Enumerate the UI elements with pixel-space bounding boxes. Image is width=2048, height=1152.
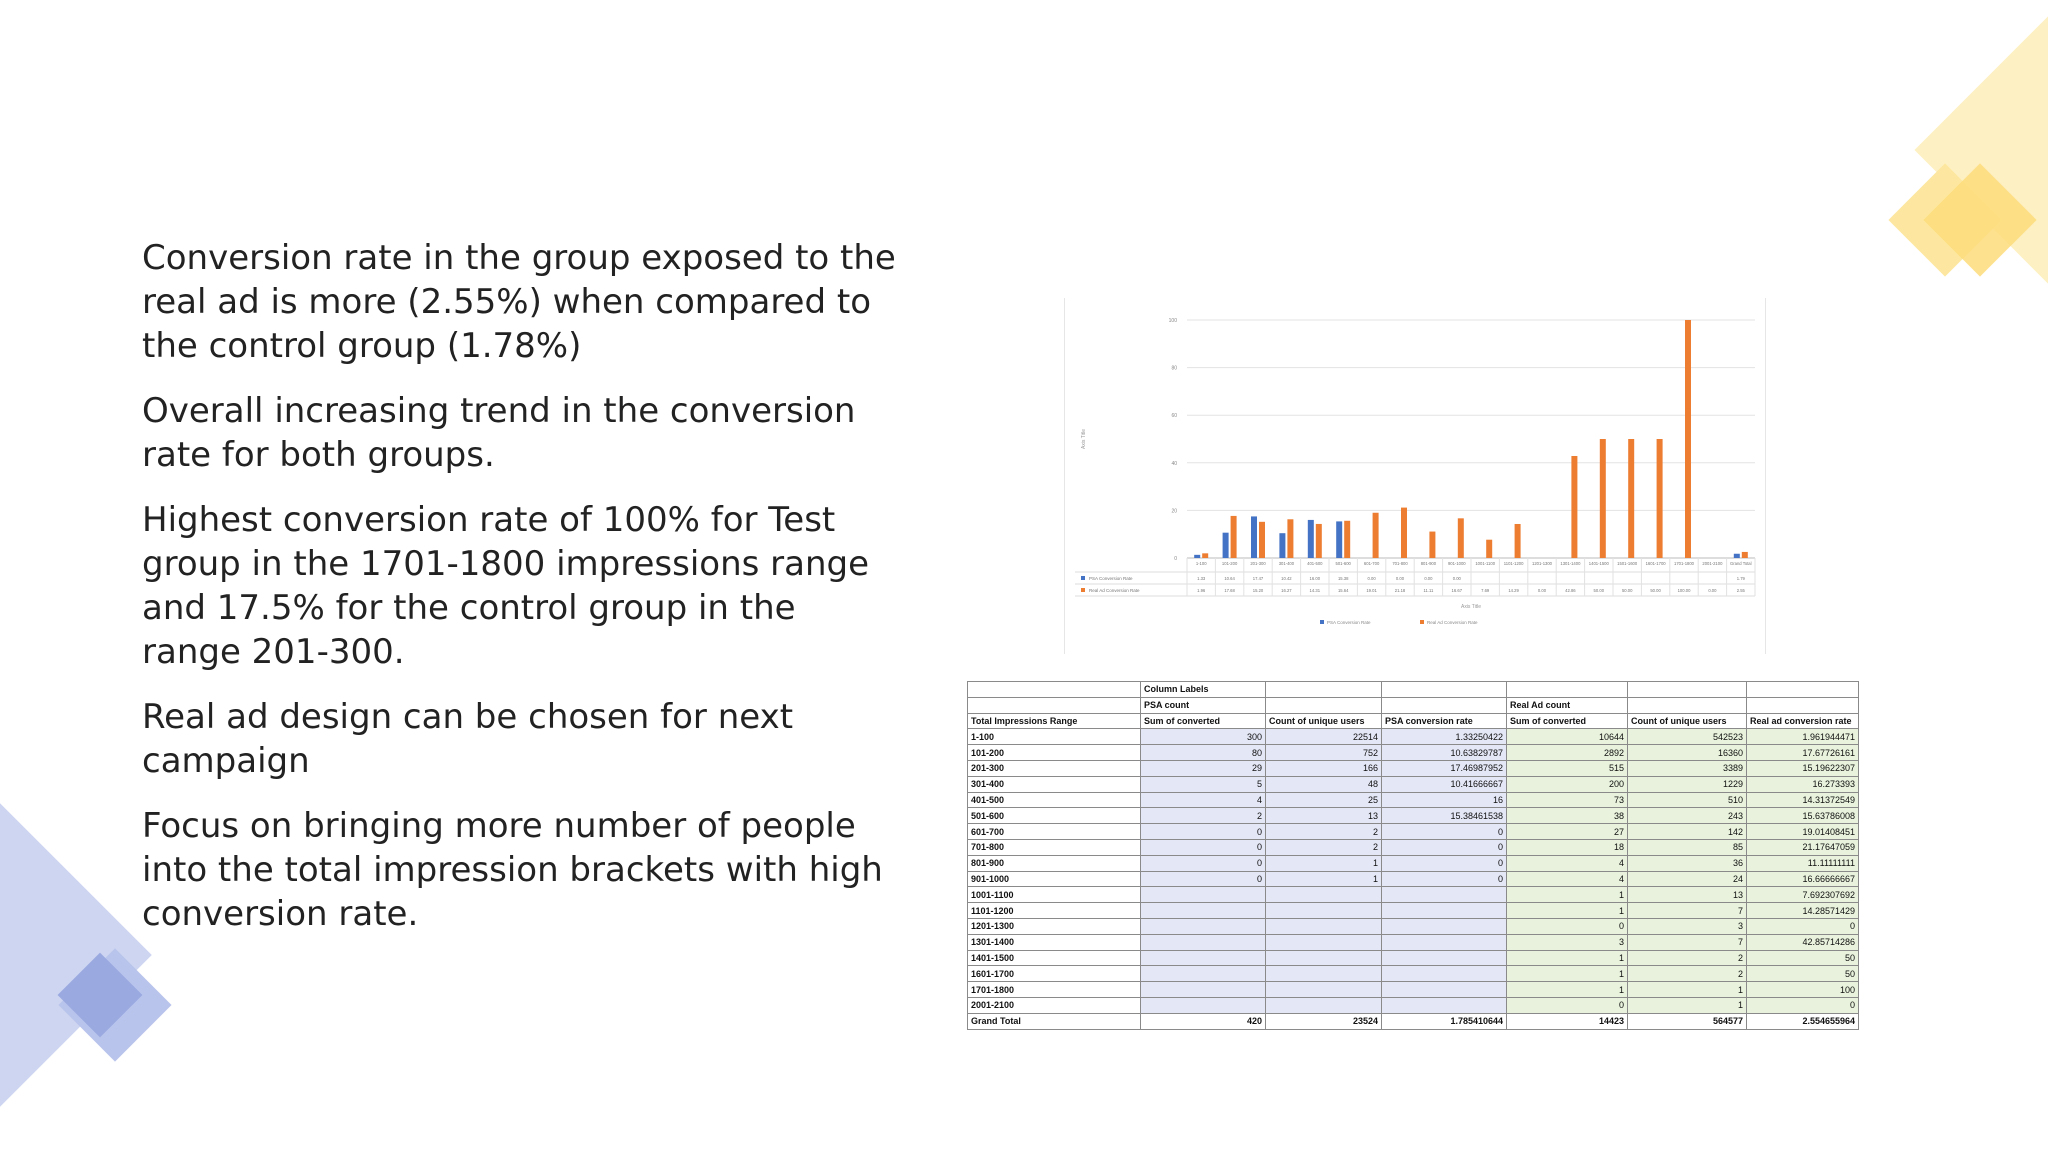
- bar-real: [1742, 552, 1748, 558]
- x-tick-label: 101-200: [1221, 561, 1238, 566]
- x-tick-label: 701-800: [1392, 561, 1408, 566]
- x-tick-label: 801-900: [1420, 561, 1437, 566]
- table-cell: [1141, 887, 1266, 903]
- legend-swatch: [1420, 620, 1424, 624]
- table-cell: 3389: [1628, 760, 1747, 776]
- bar-psa: [1223, 533, 1229, 558]
- table-cell: Grand Total: [968, 1013, 1141, 1029]
- x-tick-label: 2001-2100: [1702, 561, 1723, 566]
- table-cell: [1747, 697, 1859, 713]
- conversion-rate-chart: [1064, 298, 1766, 654]
- table-cell: [1141, 966, 1266, 982]
- table-cell: 11.11111111: [1747, 855, 1859, 871]
- table-cell: 1: [1507, 887, 1628, 903]
- table-cell: [1382, 887, 1507, 903]
- table-row: [968, 997, 1859, 1013]
- data-label: 50.00: [1650, 588, 1661, 593]
- table-cell: 0: [1382, 871, 1507, 887]
- table-cell: [1141, 950, 1266, 966]
- series-key: [1081, 588, 1085, 592]
- table-cell: [1266, 697, 1382, 713]
- table-cell: [1266, 887, 1382, 903]
- table-cell: 1.33250422: [1382, 729, 1507, 745]
- table-cell: 80: [1141, 745, 1266, 761]
- data-label: 14.31: [1309, 588, 1321, 593]
- data-label: 19.01: [1366, 588, 1377, 593]
- table-total-row: [968, 1013, 1859, 1029]
- data-label: 1.33: [1197, 576, 1206, 581]
- table-cell: 420: [1141, 1013, 1266, 1029]
- table-cell: Real ad conversion rate: [1747, 713, 1859, 729]
- bar-real: [1657, 439, 1663, 558]
- table-cell: 1-100: [968, 729, 1141, 745]
- data-label: 1.79: [1736, 576, 1745, 581]
- bar-psa: [1194, 555, 1200, 558]
- table-cell: 0: [1382, 839, 1507, 855]
- bar-real: [1429, 532, 1435, 558]
- bullet-item: Focus on bringing more number of people into the total impression brackets with high conversion rate.: [142, 806, 883, 934]
- data-label: 0.00: [1452, 576, 1461, 581]
- table-cell: 36: [1628, 855, 1747, 871]
- data-label: 15.38: [1337, 576, 1349, 581]
- table-cell: 15.19622307: [1747, 760, 1859, 776]
- table-cell: 2: [1266, 824, 1382, 840]
- table-cell: 166: [1266, 760, 1382, 776]
- table-cell: 22514: [1266, 729, 1382, 745]
- data-label: 15.64: [1337, 588, 1349, 593]
- table-cell: 0: [1507, 997, 1628, 1013]
- table-cell: 1: [1628, 982, 1747, 998]
- bar-real: [1373, 513, 1379, 558]
- table-cell: 3: [1507, 934, 1628, 950]
- table-cell: 5: [1141, 776, 1266, 792]
- table-row: [968, 839, 1859, 855]
- x-tick-label: 1401-1500: [1588, 561, 1609, 566]
- x-tick-label: 401-500: [1307, 561, 1323, 566]
- table-cell: [1141, 982, 1266, 998]
- table-cell: 10644: [1507, 729, 1628, 745]
- x-tick-label: 1501-1600: [1617, 561, 1638, 566]
- data-label: 16.27: [1281, 588, 1292, 593]
- table-row: [968, 918, 1859, 934]
- bar-psa: [1308, 520, 1314, 558]
- table-cell: 0: [1141, 855, 1266, 871]
- table-row: [968, 855, 1859, 871]
- table-cell: [1266, 997, 1382, 1013]
- table-row: [968, 776, 1859, 792]
- pivot-table-container: [967, 681, 1859, 1030]
- table-cell: [1382, 982, 1507, 998]
- table-cell: 50: [1747, 966, 1859, 982]
- table-cell: [1382, 903, 1507, 919]
- table-header-row: [968, 713, 1859, 729]
- table-cell: Count of unique users: [1266, 713, 1382, 729]
- table-cell: 14.28571429: [1747, 903, 1859, 919]
- table-cell: 17.46987952: [1382, 760, 1507, 776]
- table-cell: [1382, 697, 1507, 713]
- table-row: [968, 966, 1859, 982]
- bar-real: [1316, 524, 1322, 558]
- data-label: 100.00: [1677, 588, 1691, 593]
- table-cell: [1747, 682, 1859, 698]
- table-cell: 101-200: [968, 745, 1141, 761]
- bullet-item: Overall increasing trend in the conversion rate for both groups.: [142, 391, 856, 475]
- data-label: 0.00: [1708, 588, 1717, 593]
- table-cell: 0: [1507, 918, 1628, 934]
- x-tick-label: 301-400: [1278, 561, 1295, 566]
- table-cell: [1382, 918, 1507, 934]
- table-row: [968, 745, 1859, 761]
- table-cell: 1229: [1628, 776, 1747, 792]
- table-cell: 15.38461538: [1382, 808, 1507, 824]
- bar-psa: [1279, 533, 1285, 558]
- table-row: [968, 887, 1859, 903]
- table-cell: 2: [1266, 839, 1382, 855]
- x-tick-label: 601-700: [1363, 561, 1380, 566]
- table-cell: 27: [1507, 824, 1628, 840]
- table-cell: 2001-2100: [968, 997, 1141, 1013]
- y-tick-label: 0: [1174, 556, 1177, 562]
- table-cell: 85: [1628, 839, 1747, 855]
- x-tick-label: 1001-1100: [1475, 561, 1496, 566]
- table-cell: [1266, 918, 1382, 934]
- table-cell: 1001-1100: [968, 887, 1141, 903]
- table-row: [968, 760, 1859, 776]
- table-cell: [1266, 903, 1382, 919]
- table-cell: 1.785410644: [1382, 1013, 1507, 1029]
- data-label: 11.11: [1423, 588, 1434, 593]
- chart-svg: [1065, 298, 1765, 654]
- table-cell: 23524: [1266, 1013, 1382, 1029]
- table-cell: 0: [1382, 855, 1507, 871]
- table-cell: Sum of converted: [1507, 713, 1628, 729]
- table-cell: 14.31372549: [1747, 792, 1859, 808]
- x-tick-label: 1601-1700: [1645, 561, 1666, 566]
- table-cell: 501-600: [968, 808, 1141, 824]
- table-cell: 515: [1507, 760, 1628, 776]
- table-header-row: [968, 682, 1859, 698]
- table-cell: 752: [1266, 745, 1382, 761]
- bar-real: [1685, 320, 1691, 558]
- legend-label: Real Ad Conversion Rate: [1427, 620, 1478, 625]
- data-label: 0.00: [1424, 576, 1433, 581]
- data-label: 0.00: [1537, 588, 1547, 593]
- table-cell: 3: [1628, 918, 1747, 934]
- table-cell: 510: [1628, 792, 1747, 808]
- table-row: [968, 824, 1859, 840]
- table-cell: [1628, 697, 1747, 713]
- data-label: 15.20: [1252, 588, 1264, 593]
- table-cell: [1141, 918, 1266, 934]
- table-cell: 1: [1507, 982, 1628, 998]
- table-cell: [1141, 903, 1266, 919]
- table-cell: 7.692307692: [1747, 887, 1859, 903]
- table-row: [968, 871, 1859, 887]
- table-cell: 2892: [1507, 745, 1628, 761]
- table-cell: 1101-1200: [968, 903, 1141, 919]
- table-cell: 300: [1141, 729, 1266, 745]
- y-tick-label: 20: [1171, 508, 1177, 515]
- data-label: 17.47: [1252, 576, 1264, 581]
- table-cell: 1: [1266, 871, 1382, 887]
- bar-real: [1600, 439, 1606, 558]
- table-cell: 38: [1507, 808, 1628, 824]
- table-cell: 16: [1382, 792, 1507, 808]
- x-tick-label: 1301-1400: [1560, 561, 1581, 566]
- table-cell: [1382, 966, 1507, 982]
- table-cell: 1301-1400: [968, 934, 1141, 950]
- legend-swatch: [1320, 620, 1324, 624]
- bar-psa: [1251, 516, 1257, 558]
- table-cell: 0: [1747, 918, 1859, 934]
- table-cell: 1701-1800: [968, 982, 1141, 998]
- series-name: PSA Conversion Rate: [1089, 576, 1133, 581]
- bar-psa: [1734, 554, 1740, 558]
- y-tick-label: 80: [1171, 365, 1177, 372]
- table-cell: 142: [1628, 824, 1747, 840]
- table-cell: 601-700: [968, 824, 1141, 840]
- data-label: 10.42: [1281, 576, 1292, 581]
- table-cell: 7: [1628, 903, 1747, 919]
- y-tick-label: 40: [1171, 460, 1177, 467]
- table-cell: 19.01408451: [1747, 824, 1859, 840]
- x-tick-label: 1-100: [1195, 561, 1207, 566]
- table-cell: 10.63829787: [1382, 745, 1507, 761]
- bullet-item: Highest conversion rate of 100% for Test group in the 1701-1800 impressions range and 17.5% for the control group in the range 201-300.: [142, 500, 869, 672]
- data-label: 0.00: [1367, 576, 1376, 581]
- bar-real: [1458, 518, 1464, 558]
- table-cell: 2.554655964: [1747, 1013, 1859, 1029]
- table-cell: 1601-1700: [968, 966, 1141, 982]
- x-tick-label: 501-600: [1335, 561, 1351, 566]
- bar-real: [1202, 553, 1208, 558]
- table-row: [968, 903, 1859, 919]
- y-axis-title: Axis Title: [1081, 428, 1087, 450]
- table-cell: 0: [1141, 871, 1266, 887]
- table-cell: 7: [1628, 934, 1747, 950]
- table-row: [968, 808, 1859, 824]
- table-cell: [1382, 682, 1507, 698]
- table-cell: [1141, 934, 1266, 950]
- data-label: 7.69: [1481, 588, 1490, 593]
- data-label: 50.00: [1621, 588, 1633, 593]
- table-cell: 243: [1628, 808, 1747, 824]
- bar-real: [1231, 516, 1237, 558]
- table-row: [968, 982, 1859, 998]
- table-cell: PSA conversion rate: [1382, 713, 1507, 729]
- table-cell: PSA count: [1141, 697, 1266, 713]
- table-cell: 4: [1507, 855, 1628, 871]
- table-cell: 1: [1266, 855, 1382, 871]
- table-cell: [1266, 966, 1382, 982]
- data-label: 10.64: [1224, 576, 1235, 581]
- bar-real: [1486, 540, 1492, 558]
- table-cell: 29: [1141, 760, 1266, 776]
- table-cell: 701-800: [968, 839, 1141, 855]
- table-cell: 801-900: [968, 855, 1141, 871]
- x-tick-label: Grand Total: [1730, 561, 1752, 566]
- table-cell: [1382, 997, 1507, 1013]
- table-row: [968, 934, 1859, 950]
- table-cell: 10.41666667: [1382, 776, 1507, 792]
- table-cell: 48: [1266, 776, 1382, 792]
- table-cell: 2: [1628, 950, 1747, 966]
- data-label: 0.00: [1395, 576, 1405, 581]
- data-label: 21.18: [1394, 588, 1406, 593]
- table-cell: [968, 697, 1141, 713]
- x-tick-label: 1701-1800: [1673, 561, 1695, 566]
- table-cell: 2: [1628, 966, 1747, 982]
- legend-label: PSA Conversion Rate: [1327, 620, 1371, 625]
- blue-diamond-large: [0, 778, 152, 1132]
- x-tick-label: 1201-1300: [1531, 561, 1553, 566]
- table-cell: 0: [1141, 824, 1266, 840]
- series-name: Real Ad Conversion Rate: [1089, 588, 1140, 593]
- bar-real: [1571, 456, 1577, 558]
- data-label: 16.00: [1309, 576, 1321, 581]
- bar-real: [1287, 519, 1293, 558]
- table-row: [968, 950, 1859, 966]
- table-cell: [1628, 682, 1747, 698]
- x-tick-label: 1101-1200: [1503, 561, 1524, 566]
- table-cell: [1266, 950, 1382, 966]
- table-cell: Real Ad count: [1507, 697, 1628, 713]
- table-cell: 1: [1507, 903, 1628, 919]
- table-cell: [1266, 982, 1382, 998]
- table-cell: 1401-1500: [968, 950, 1141, 966]
- table-cell: 1: [1507, 950, 1628, 966]
- table-cell: 0: [1747, 997, 1859, 1013]
- data-label: 42.86: [1565, 588, 1576, 593]
- bullet-item: Real ad design can be chosen for next campaign: [142, 697, 794, 781]
- table-cell: 0: [1382, 824, 1507, 840]
- table-cell: 1: [1628, 997, 1747, 1013]
- bullet-item: Conversion rate in the group exposed to the real ad is more (2.55%) when compared to the control group (1.78%): [142, 238, 896, 366]
- table-cell: 15.63786008: [1747, 808, 1859, 824]
- data-label: 50.00: [1593, 588, 1605, 593]
- table-cell: [968, 682, 1141, 698]
- table-cell: 24: [1628, 871, 1747, 887]
- bullet-list: [142, 236, 902, 957]
- table-cell: 901-1000: [968, 871, 1141, 887]
- table-cell: Sum of converted: [1141, 713, 1266, 729]
- table-cell: 13: [1628, 887, 1747, 903]
- table-cell: 16.273393: [1747, 776, 1859, 792]
- table-cell: 50: [1747, 950, 1859, 966]
- table-cell: 4: [1507, 871, 1628, 887]
- table-cell: 301-400: [968, 776, 1141, 792]
- table-cell: 1: [1507, 966, 1628, 982]
- table-cell: 17.67726161: [1747, 745, 1859, 761]
- table-cell: [1507, 682, 1628, 698]
- table-cell: 200: [1507, 776, 1628, 792]
- table-cell: 25: [1266, 792, 1382, 808]
- table-cell: 16360: [1628, 745, 1747, 761]
- table-cell: 13: [1266, 808, 1382, 824]
- bar-psa: [1336, 521, 1342, 558]
- table-cell: [1141, 997, 1266, 1013]
- table-cell: 201-300: [968, 760, 1141, 776]
- bar-real: [1401, 508, 1407, 558]
- table-row: [968, 729, 1859, 745]
- series-key: [1081, 576, 1085, 580]
- x-axis-title: Axis Title: [1460, 604, 1482, 610]
- table-cell: 21.17647059: [1747, 839, 1859, 855]
- table-cell: 16.66666667: [1747, 871, 1859, 887]
- y-tick-label: 100: [1168, 318, 1177, 324]
- table-cell: 542523: [1628, 729, 1747, 745]
- bar-real: [1259, 522, 1265, 558]
- table-cell: 18: [1507, 839, 1628, 855]
- table-cell: Column Labels: [1141, 682, 1266, 698]
- table-cell: 2: [1141, 808, 1266, 824]
- table-cell: 1.961944471: [1747, 729, 1859, 745]
- table-cell: 1201-1300: [968, 918, 1141, 934]
- bar-real: [1344, 521, 1350, 558]
- pivot-table: [967, 681, 1859, 1030]
- table-cell: [1266, 934, 1382, 950]
- table-cell: 0: [1141, 839, 1266, 855]
- table-cell: 4: [1141, 792, 1266, 808]
- data-label: 2.55: [1736, 588, 1745, 593]
- x-tick-label: 201-300: [1250, 561, 1266, 566]
- table-cell: 401-500: [968, 792, 1141, 808]
- table-cell: 73: [1507, 792, 1628, 808]
- x-tick-label: 901-1000: [1447, 561, 1466, 566]
- table-cell: Total Impressions Range: [968, 713, 1141, 729]
- table-row: [968, 792, 1859, 808]
- bar-real: [1515, 524, 1521, 558]
- table-cell: [1382, 934, 1507, 950]
- table-cell: 100: [1747, 982, 1859, 998]
- table-cell: 14423: [1507, 1013, 1628, 1029]
- data-label: 17.68: [1224, 588, 1235, 593]
- data-label: 1.96: [1197, 588, 1206, 593]
- table-cell: [1382, 950, 1507, 966]
- table-header-row: [968, 697, 1859, 713]
- y-tick-label: 60: [1171, 413, 1177, 420]
- bar-real: [1628, 439, 1634, 558]
- table-cell: 42.85714286: [1747, 934, 1859, 950]
- table-cell: 564577: [1628, 1013, 1747, 1029]
- data-label: 16.67: [1451, 588, 1463, 593]
- table-cell: [1266, 682, 1382, 698]
- table-cell: Count of unique users: [1628, 713, 1747, 729]
- data-label: 14.29: [1508, 588, 1519, 593]
